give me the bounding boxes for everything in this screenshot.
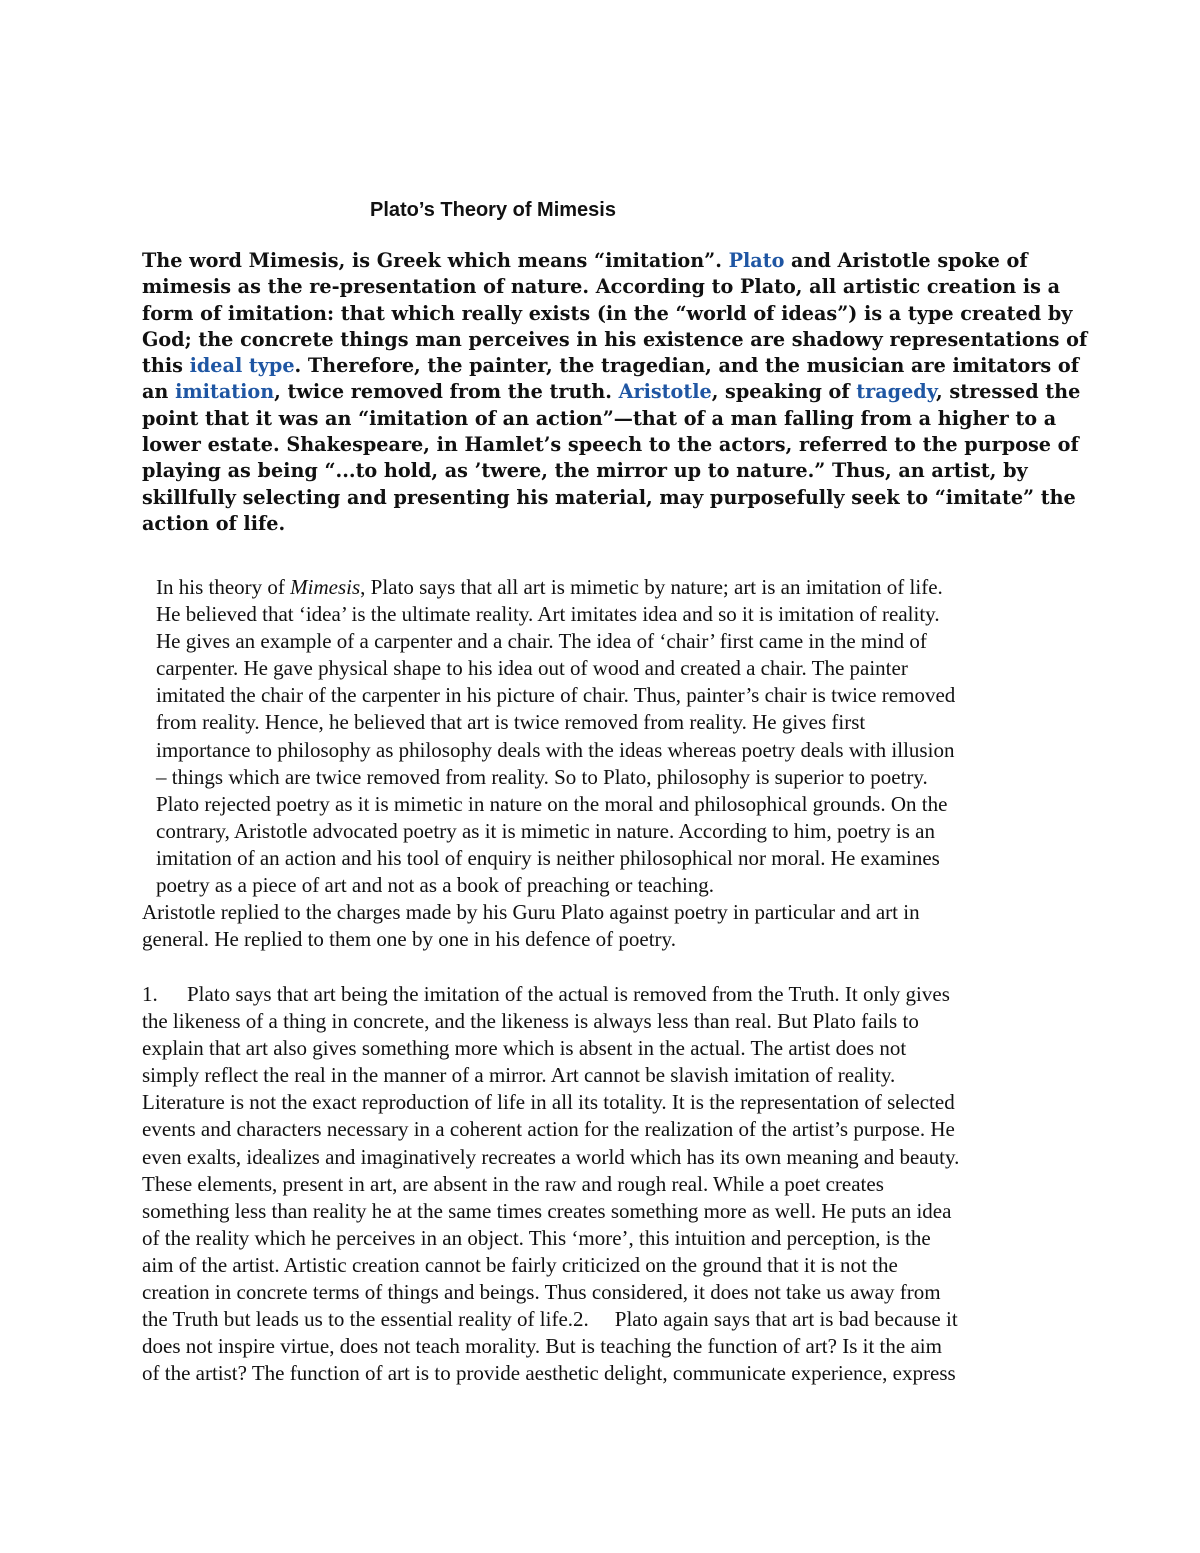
text-run: – things which are twice removed from reality. So to Plato, philosophy is superior to poetry. <box>156 764 928 789</box>
text-run: Plato again says that art is bad because it <box>614 1307 958 1332</box>
text-line <box>156 737 955 764</box>
text-run: and Aristotle spoke of <box>784 249 1028 272</box>
text-line <box>156 791 955 818</box>
text-line <box>142 1279 959 1306</box>
text-run: , stressed the <box>936 380 1081 404</box>
text-run: events and characters necessary in a coherent action for the realization of the artist’s purpose. He <box>142 1117 955 1142</box>
text-line <box>142 1062 959 1089</box>
text-run: . Therefore, the painter, the tragedian, and the musician are imitators of <box>294 354 1079 378</box>
text-run: The word <box>142 249 249 272</box>
text-run: poetry as a piece of art and not as a book of preaching or teaching. <box>156 873 715 898</box>
text-run: of the artist? The function of art is to provide aesthetic delight, communicate experience, express <box>142 1361 956 1386</box>
text-run: of the reality which he perceives in an object. This ‘more’, this intuition and perception, is the <box>142 1225 931 1250</box>
text-line <box>142 981 959 1008</box>
text-run: general. He replied to them one by one in his defence of poetry. <box>142 927 676 952</box>
text-line <box>156 601 955 628</box>
text-line <box>142 1225 959 1252</box>
text-line <box>142 1116 959 1143</box>
text-run: importance to philosophy as philosophy deals with the ideas whereas poetry deals with illusion <box>156 737 955 762</box>
inline-link[interactable]: tragedy <box>856 380 937 404</box>
text-run: form of imitation: that which really exists (in the “world of ideas”) is a type created by <box>142 301 1073 325</box>
text-run: lower estate. Shakespeare, in Hamlet’s speech to the actors, referred to the purpose of <box>142 433 1079 457</box>
text-run: playing as being “...to hold, as ’twere, the mirror up to nature.” Thus, an artist, by <box>142 459 1028 483</box>
list-number: 1. <box>142 982 158 1006</box>
text-line <box>142 274 1061 300</box>
text-run: explain that art also gives something more which is absent in the actual. The artist does not <box>142 1036 907 1061</box>
text-line <box>156 709 955 736</box>
page-title: Plato’s Theory of Mimesis <box>370 199 616 221</box>
text-run: the likeness of a thing in concrete, and the likeness is always less than real. But Plato fails to <box>142 1009 919 1034</box>
text-line <box>156 818 955 845</box>
text-line <box>156 655 955 682</box>
text-run: imitation of an action and his tool of enquiry is neither philosophical nor moral. He examines <box>156 845 940 870</box>
text-line <box>142 1035 959 1062</box>
text-run: contrary, Aristotle advocated poetry as it is mimetic in nature. According to him, poetry is an <box>156 818 935 843</box>
text-line <box>142 1360 959 1387</box>
aristotle-reply-paragraph <box>142 899 920 953</box>
inline-link[interactable]: Aristotle <box>618 380 712 404</box>
text-line <box>156 628 955 655</box>
numbered-point-paragraph <box>142 981 959 1387</box>
text-line <box>142 301 1073 327</box>
text-run: imitated the chair of the carpenter in his picture of chair. Thus, painter’s chair is twice removed <box>156 683 956 708</box>
text-run: , speaking of <box>711 380 857 404</box>
italic-term: Mimesis <box>290 575 361 599</box>
text-run: simply reflect the real in the manner of a mirror. Art cannot be slavish imitation of reality. <box>142 1063 896 1088</box>
text-run: God; the concrete things man perceives in his existence are shadowy representations of <box>142 327 1088 351</box>
text-line <box>156 682 955 709</box>
text-line <box>142 432 1079 458</box>
text-run: Plato says that art being the imitation of the actual is removed from the Truth. It only gives <box>187 982 950 1006</box>
text-line <box>142 511 1052 537</box>
mimesis-theory-paragraph <box>156 574 955 899</box>
text-run: , twice removed from the truth. <box>274 380 619 404</box>
text-line <box>156 845 955 872</box>
text-run: even exalts, idealizes and imaginatively recreates a world which has its own meaning and beauty. <box>142 1144 960 1169</box>
text-line <box>142 1089 959 1116</box>
text-run: Literature is not the exact reproduction of life in all its totality. It is the representation of selected <box>142 1090 955 1115</box>
text-line <box>142 899 920 926</box>
text-line <box>156 764 955 791</box>
emphasized-term: Mimesis <box>248 249 339 272</box>
inline-link[interactable]: Plato <box>728 249 785 272</box>
text-run: These elements, present in art, are absent in the raw and rough real. While a poet creates <box>142 1171 884 1196</box>
intro-paragraph <box>142 248 1088 537</box>
text-line <box>142 485 1076 511</box>
text-run: something less than reality he at the same times creates something more as well. He puts an idea <box>142 1198 952 1223</box>
text-run: action of life. <box>142 511 286 535</box>
text-run: does not inspire virtue, does not teach morality. But is teaching the function of art? Is it the aim <box>142 1334 942 1359</box>
text-run: He believed that ‘idea’ is the ultimate reality. Art imitates idea and so it is imitation of reality. <box>156 602 940 627</box>
text-line <box>142 1306 959 1333</box>
text-line <box>142 1198 959 1225</box>
text-line <box>156 872 955 899</box>
text-run: from reality. Hence, he believed that art is twice removed from reality. He gives first <box>156 710 866 735</box>
text-line <box>142 1171 959 1198</box>
text-line <box>142 353 1079 379</box>
text-run: He gives an example of a carpenter and a chair. The idea of ‘chair’ first came in the mind of <box>156 629 927 654</box>
inline-link[interactable]: ideal type <box>189 354 295 378</box>
text-run: aim of the artist. Artistic creation cannot be fairly criticized on the ground that it is not the <box>142 1252 898 1277</box>
text-run: mimesis as the re-presentation of nature. According to Plato, all artistic creation is a <box>142 275 1061 299</box>
text-line <box>142 406 1057 432</box>
text-run: skillfully selecting and presenting his material, may purposefully seek to “imitate” the <box>142 485 1076 509</box>
text-run: this <box>142 354 190 378</box>
text-run: Aristotle replied to the charges made by his Guru Plato against poetry in particular and art in <box>142 900 920 924</box>
text-line <box>142 379 1081 405</box>
text-run: creation in concrete terms of things and beings. Thus considered, it does not take us away from <box>142 1280 941 1305</box>
text-run: carpenter. He gave physical shape to his idea out of wood and created a chair. The painter <box>156 656 908 681</box>
text-run: , Plato says that all art is mimetic by nature; art is an imitation of life. <box>360 575 943 599</box>
text-run: an <box>142 380 176 404</box>
text-line <box>142 327 1088 353</box>
text-run: Plato rejected poetry as it is mimetic in nature on the moral and philosophical grounds. On the <box>156 791 948 816</box>
text-run: the Truth but leads us to the essential reality of life.2. <box>142 1307 589 1332</box>
text-run: , is Greek which means “imitation”. <box>338 249 729 272</box>
inline-link[interactable]: imitation <box>175 380 275 404</box>
text-line <box>142 248 1052 274</box>
text-run: In his theory of <box>156 575 291 599</box>
text-run: point that it was an “imitation of an action”—that of a man falling from a higher to a <box>142 406 1057 430</box>
text-line <box>142 458 1052 484</box>
text-line <box>142 1252 959 1279</box>
text-line <box>142 1008 959 1035</box>
text-line <box>142 1333 959 1360</box>
text-line <box>156 574 955 601</box>
text-line <box>142 926 920 953</box>
text-line <box>142 1144 959 1171</box>
